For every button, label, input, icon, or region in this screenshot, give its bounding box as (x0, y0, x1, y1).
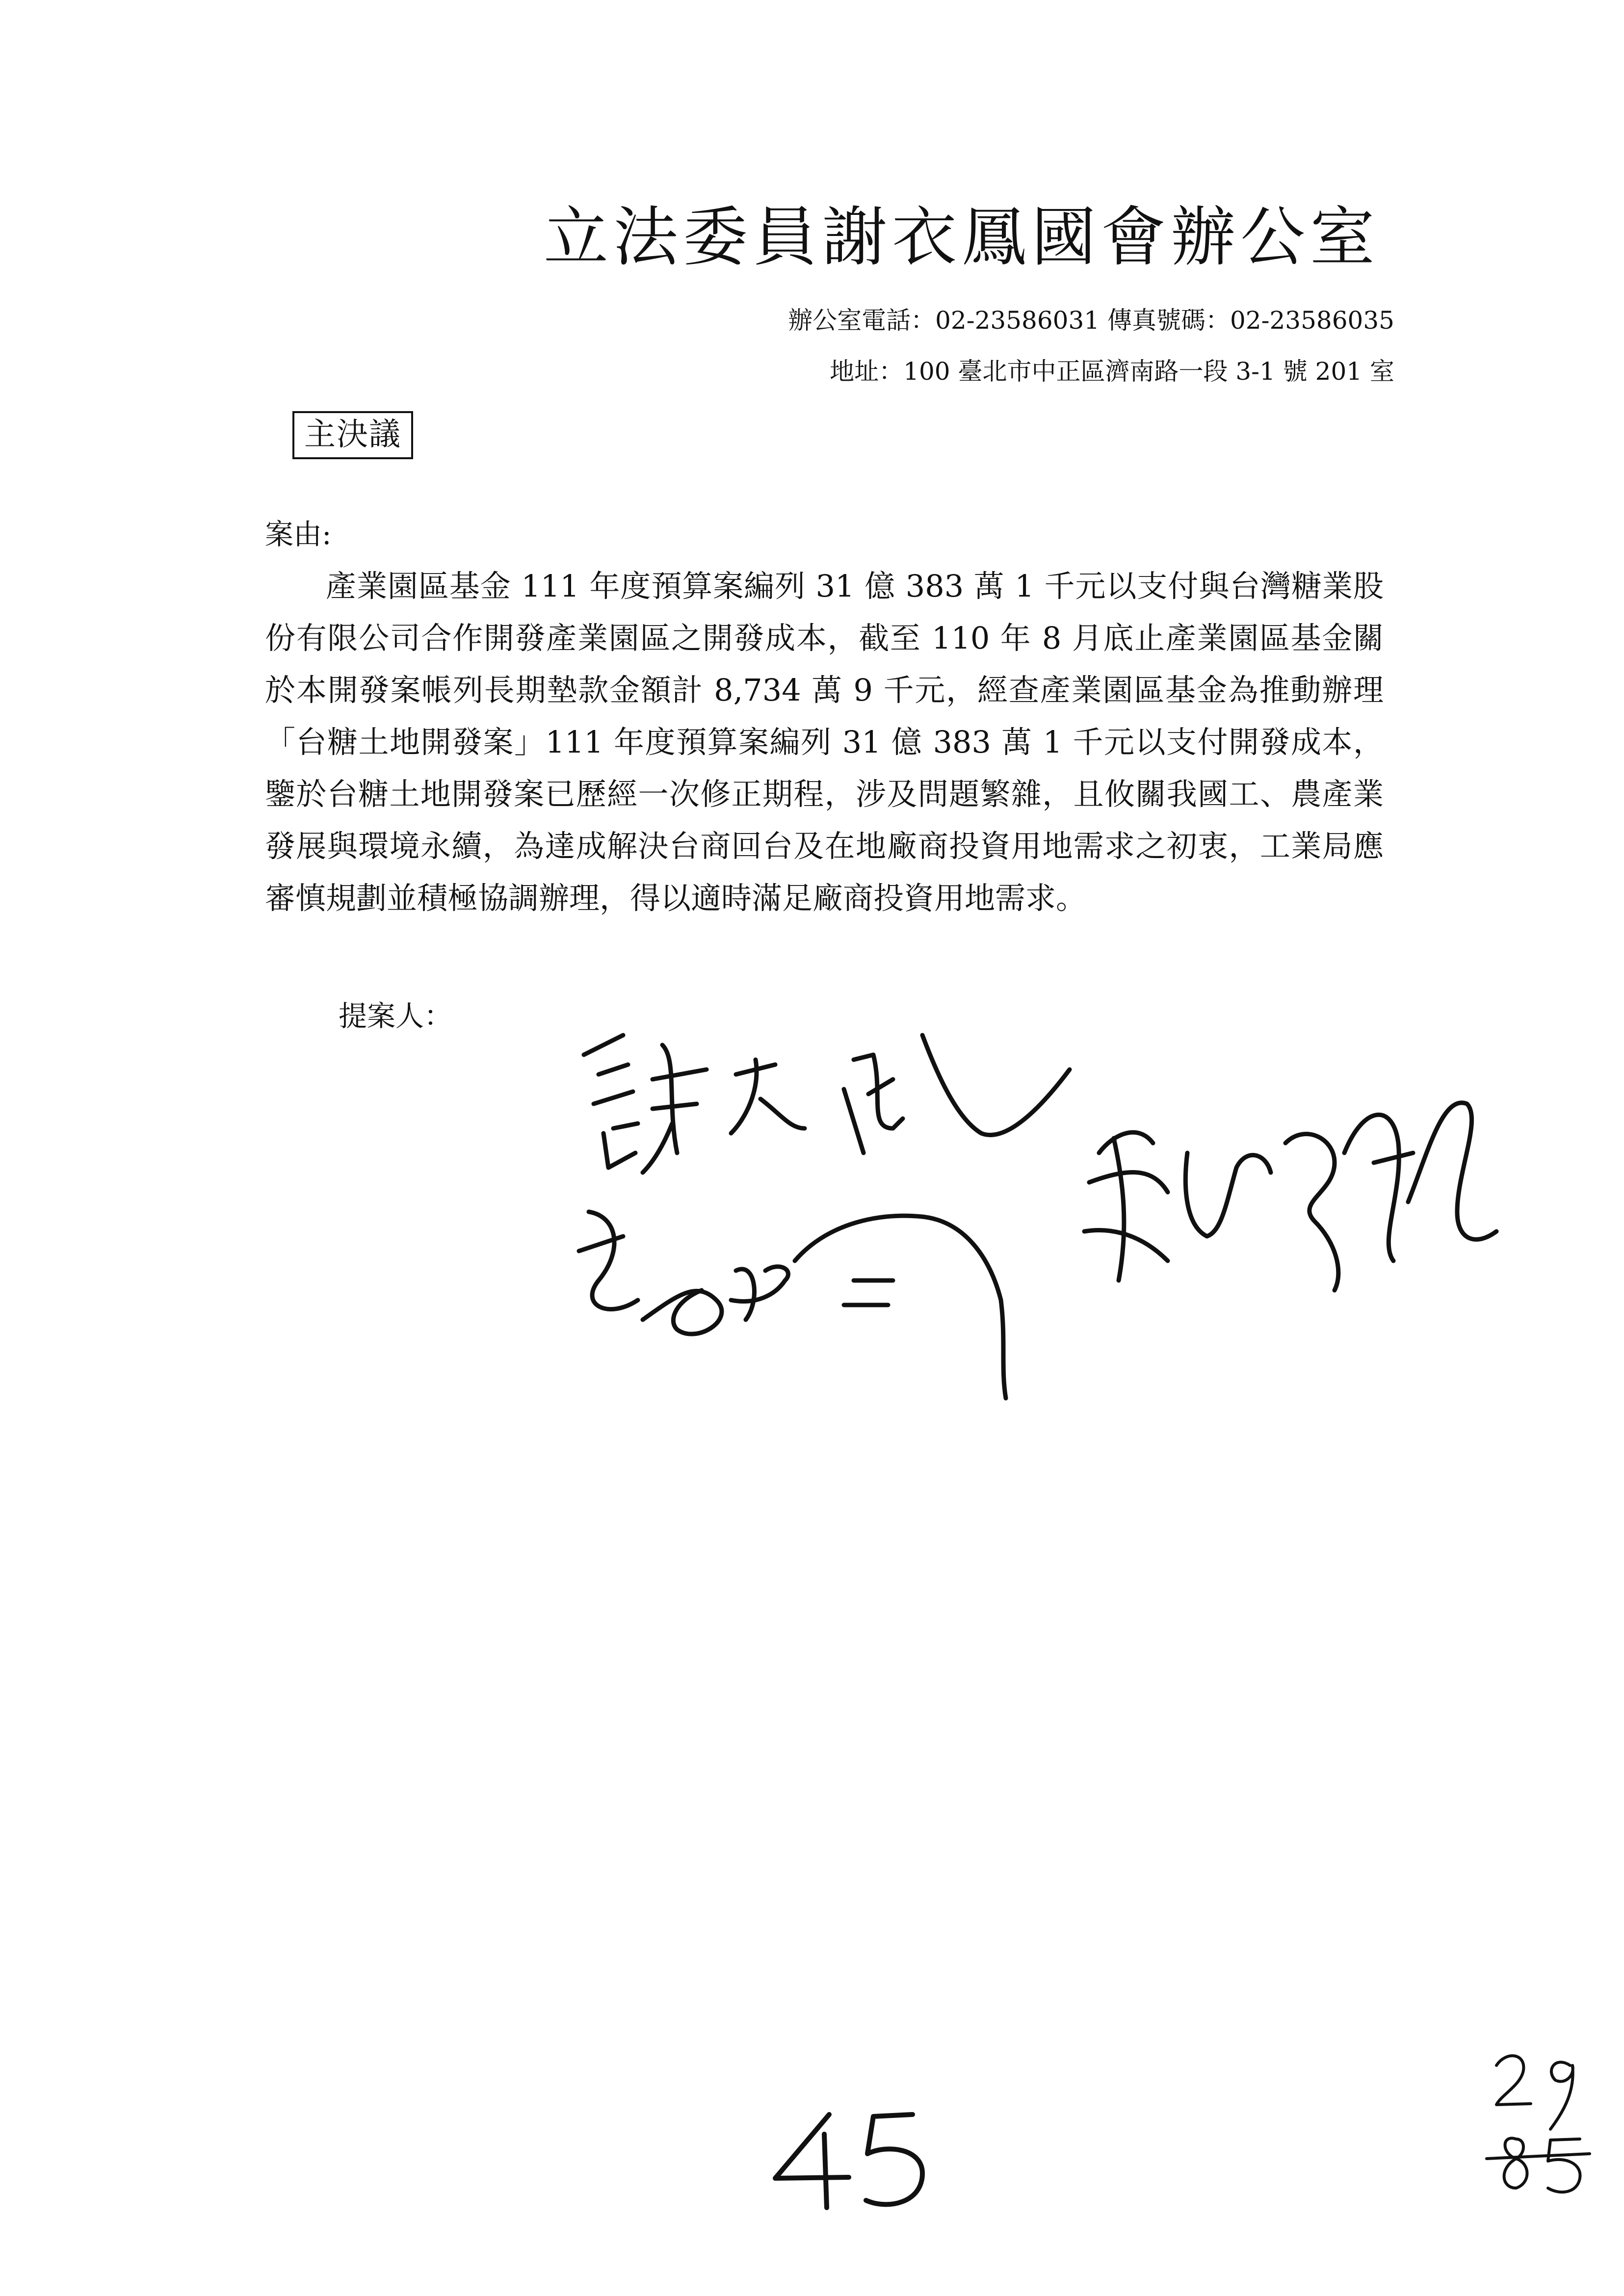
address-line: 地址：100 臺北市中正區濟南路一段 3-1 號 201 室 (830, 357, 1394, 386)
proposer-label: 提案人： (339, 999, 453, 1033)
office-title: 立法委員謝衣鳳國會辦公室 (544, 200, 1380, 275)
main-resolution-tag: 主決議 (292, 411, 413, 459)
handwritten-margin-note (1477, 2036, 1599, 2198)
cause-label: 案由: (265, 518, 332, 551)
handwritten-page-number (765, 2105, 952, 2213)
phone-fax-line: 辦公室電話：02-23586031 傳真號碼：02-23586035 (788, 306, 1394, 335)
handwritten-signatures (550, 1006, 1506, 1408)
cause-body: 產業園區基金 111 年度預算案編列 31 億 383 萬 1 千元以支付與台灣糖業股份有限公司合作開發產業園區之開發成本，截至 110 年 8 月底止產業園區基金關於本開發案帳列長期墊款金額計 8,734 萬 9 千元，經查產業園區基金為推動辦理「台糖土地開發案」111 年度預算案編列 31 億 383 萬 1 千元以支付開發成本，鑒於台糖土地開發案已歷經一次修正期程，涉及問題繁雜，且攸關我國工、農產業發展與環境永續，為達成解決台商回台及在地廠商投資用地需求之初衷，工業局應審慎規劃並積極協調辦理，得以適時滿足廠商投資用地需求。 (265, 568, 1384, 916)
